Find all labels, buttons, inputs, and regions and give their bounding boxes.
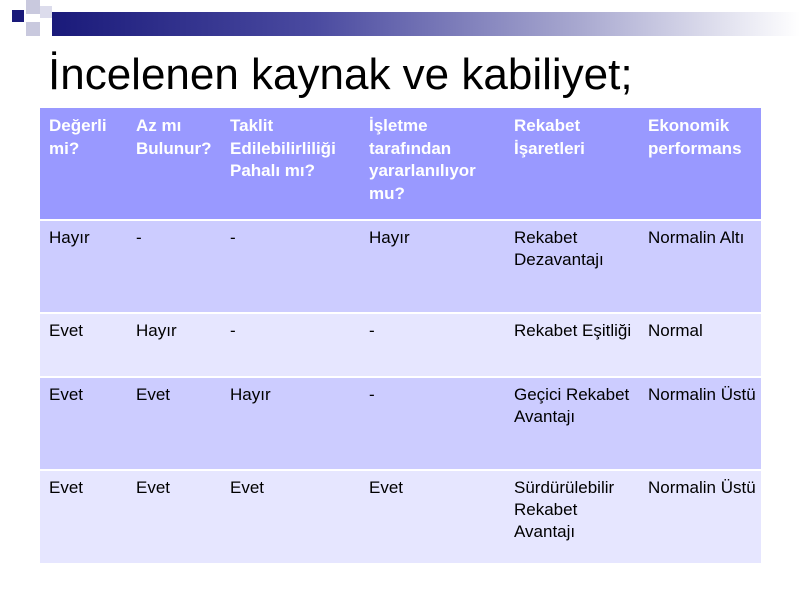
table-cell: - bbox=[127, 220, 221, 313]
table-cell: Normalin Üstü bbox=[639, 377, 761, 470]
table-row bbox=[40, 377, 761, 470]
table-cell: Evet bbox=[360, 470, 505, 563]
table-cell: Evet bbox=[40, 470, 127, 563]
table-cell: - bbox=[360, 377, 505, 470]
table-cell: - bbox=[221, 220, 360, 313]
table-cell: Normalin Altı bbox=[639, 220, 761, 313]
table-cell: - bbox=[221, 313, 360, 377]
table-cell: Normalin Üstü bbox=[639, 470, 761, 563]
header-gradient-bar bbox=[52, 12, 800, 36]
column-header: Az mı Bulunur? bbox=[127, 108, 221, 220]
table-row bbox=[40, 220, 761, 313]
table-cell: Geçici Rekabet Avantajı bbox=[505, 377, 639, 470]
column-header: İşletme tarafından yararlanılıyor mu? bbox=[360, 108, 505, 220]
table-cell: Evet bbox=[40, 313, 127, 377]
table-cell: Evet bbox=[221, 470, 360, 563]
column-header: Taklit Edilebilirliliği Pahalı mı? bbox=[221, 108, 360, 220]
table-cell: Hayır bbox=[40, 220, 127, 313]
table-cell: Evet bbox=[40, 377, 127, 470]
column-header: Değerli mi? bbox=[40, 108, 127, 220]
table-cell: - bbox=[360, 313, 505, 377]
column-header: Rekabet İşaretleri bbox=[505, 108, 639, 220]
table-row bbox=[40, 313, 761, 377]
decorative-square bbox=[12, 10, 24, 22]
table-cell: Hayır bbox=[127, 313, 221, 377]
decorative-square bbox=[26, 22, 40, 36]
table-cell: Hayır bbox=[221, 377, 360, 470]
table-cell: Rekabet Dezavantajı bbox=[505, 220, 639, 313]
decorative-square bbox=[26, 0, 40, 14]
table-cell: Hayır bbox=[360, 220, 505, 313]
table-cell: Rekabet Eşitliği bbox=[505, 313, 639, 377]
table-cell: Normal bbox=[639, 313, 761, 377]
column-header: Ekonomik performans bbox=[639, 108, 761, 220]
table-cell: Sürdürülebilir Rekabet Avantajı bbox=[505, 470, 639, 563]
table-header-row bbox=[40, 108, 761, 220]
table-cell: Evet bbox=[127, 470, 221, 563]
decorative-square bbox=[40, 6, 52, 18]
table-cell: Evet bbox=[127, 377, 221, 470]
resource-capability-table bbox=[40, 108, 761, 563]
slide-title: İncelenen kaynak ve kabiliyet; bbox=[48, 50, 633, 99]
table-row bbox=[40, 470, 761, 563]
